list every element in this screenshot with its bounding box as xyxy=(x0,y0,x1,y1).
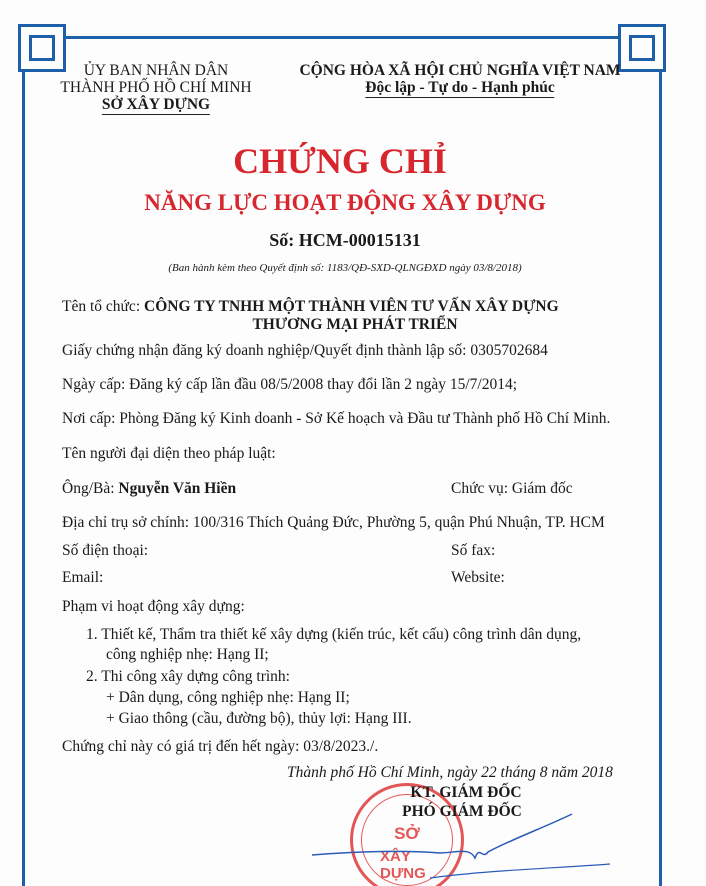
header-left-line1: ỦY BAN NHÂN DÂN xyxy=(83,62,229,79)
rep-position: Chức vụ: Giám đốc xyxy=(451,480,573,497)
frame-corner-ornament xyxy=(18,24,66,72)
address: Địa chỉ trụ sở chính: 100/316 Thích Quảng Đức, Phường 5, quận Phú Nhuận, TP. HCM xyxy=(62,514,605,531)
scope-item-1: 1. Thiết kế, Thẩm tra thiết kế xây dựng (kiến trúc, kết cấu) công trình dân dụng, xyxy=(86,626,582,643)
header-right-line1: CỘNG HÒA XÃ HỘI CHỦ NGHĨA VIỆT NAM xyxy=(299,62,621,79)
signer-title: KT. GIÁM ĐỐC xyxy=(410,784,522,801)
phone-label: Số điện thoại: xyxy=(62,542,149,559)
org-name: CÔNG TY TNHH MỘT THÀNH VIÊN TƯ VẤN XÂY DỰNG xyxy=(144,298,559,315)
scope-item-2: 2. Thi công xây dựng công trình: xyxy=(86,668,290,685)
org-name-line2: THƯƠNG MẠI PHÁT TRIỂN xyxy=(252,316,458,333)
official-seal: SỞ XÂY DỰNG xyxy=(350,783,464,886)
frame-corner-ornament xyxy=(618,24,666,72)
rep-label: Ông/Bà: xyxy=(62,480,115,497)
scope-item-1-cont: công nghiệp nhẹ: Hạng II; xyxy=(106,646,269,663)
scope-item-2a: + Dân dụng, công nghiệp nhẹ: Hạng II; xyxy=(106,689,350,706)
header-right-motto: Độc lập - Tự do - Hạnh phúc xyxy=(365,79,555,96)
registration-number: Giấy chứng nhận đăng ký doanh nghiệp/Quyết định thành lập số: 0305702684 xyxy=(62,342,548,359)
fax-label: Số fax: xyxy=(451,542,496,559)
scope-label: Phạm vi hoạt động xây dựng: xyxy=(62,598,245,615)
header-left-line3: SỞ XÂY DỰNG xyxy=(101,96,211,113)
certificate-subtitle: NĂNG LỰC HOẠT ĐỘNG XÂY DỰNG xyxy=(144,190,546,215)
certificate-title: CHỨNG CHỈ xyxy=(233,141,447,181)
signature xyxy=(310,800,610,880)
legal-rep-label: Tên người đại diện theo pháp luật: xyxy=(62,445,276,462)
scope-item-2b: + Giao thông (cầu, đường bộ), thủy lợi: Hạng III. xyxy=(106,710,412,727)
certificate-number: Số: HCM-00015131 xyxy=(269,230,421,250)
website-label: Website: xyxy=(451,569,505,586)
issue-place: Nơi cấp: Phòng Đăng ký Kinh doanh - Sở Kế hoạch và Đầu tư Thành phố Hồ Chí Minh. xyxy=(62,410,611,427)
issued-under-decision: (Ban hành kèm theo Quyết định số: 1183/QĐ-SXD-QLNGĐXD ngày 03/8/2018) xyxy=(168,262,522,274)
issue-date: Ngày cấp: Đăng ký cấp lần đầu 08/5/2008 thay đổi lần 2 ngày 15/7/2014; xyxy=(62,376,518,393)
place-date: Thành phố Hồ Chí Minh, ngày 22 tháng 8 năm 2018 xyxy=(287,764,613,781)
email-label: Email: xyxy=(62,569,104,586)
org-label: Tên tổ chức: xyxy=(62,298,141,315)
signer-position: PHÓ GIÁM ĐỐC xyxy=(402,803,522,820)
header-left-line2: THÀNH PHỐ HỒ CHÍ MINH xyxy=(60,79,252,96)
validity: Chứng chỉ này có giá trị đến hết ngày: 03/8/2023./. xyxy=(62,738,379,755)
rep-name: Nguyễn Văn Hiền xyxy=(118,480,237,497)
